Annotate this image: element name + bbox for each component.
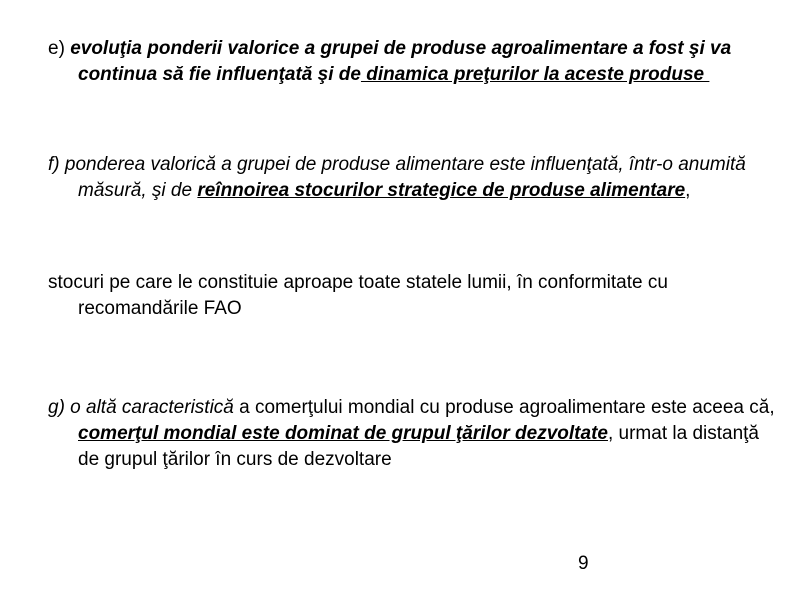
paragraph-f-suffix: ,: [685, 180, 691, 201]
paragraph-g-text-end: , urmat la distanţă de grupul ţărilor în curs de dezvoltare: [78, 423, 759, 470]
paragraph-f: [48, 152, 783, 204]
paragraph-e-underlined-text: dinamica preţurilor la aceste produse: [360, 64, 710, 85]
paragraph-f-underlined-text: reînnoirea stocurilor strategice de produse alimentare: [197, 180, 686, 201]
paragraph-g-italic-text: g) o altă caracteristică: [48, 397, 234, 418]
page-number: 9: [578, 553, 589, 574]
paragraph-stocuri: [48, 270, 783, 322]
paragraph-g: [48, 395, 783, 473]
paragraph-g-underlined-text: comerţul mondial este dominat de grupul ţărilor dezvoltate: [78, 423, 608, 444]
paragraph-e-bold-text: evoluţia ponderii valorice a grupei de produse agroalimentare a fost şi va continua să fie influenţată şi de: [70, 38, 732, 85]
paragraph-e-prefix: e): [48, 38, 71, 59]
paragraph-f-italic-text: f) ponderea valorică a grupei de produse alimentare este influenţată, într-o anumită măsură, şi de: [48, 154, 746, 201]
paragraph-e: [48, 36, 783, 88]
paragraph-stocuri-text: stocuri pe care le constituie aproape toate statele lumii, în conformitate cu recomandările FAO: [48, 272, 668, 319]
paragraph-g-text-middle: a comerţului mondial cu produse agroalimentare este aceea că,: [233, 397, 775, 418]
